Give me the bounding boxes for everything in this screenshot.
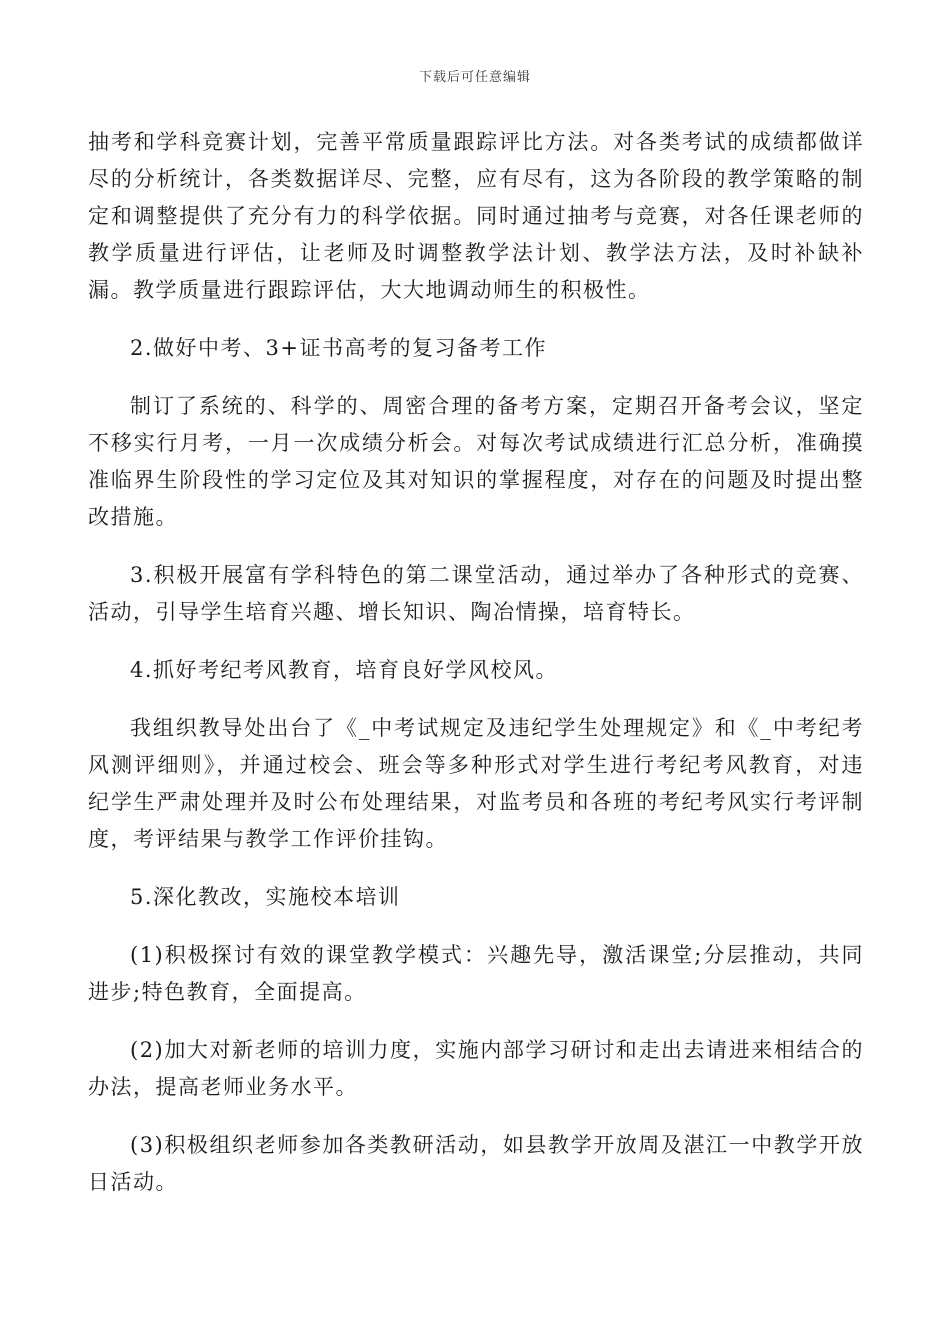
section-heading-5: 5.深化教改，实施校本培训 — [130, 885, 401, 909]
paragraph-continued: 抽考和学科竞赛计划，完善平常质量跟踪评比方法。对各类考试的成绩都做详尽的分析统计，各类数据详尽、完整，应有尽有，这为各阶段的教学策略的制定和调整提供了充分有力的科学依据。同时通过抽考与竞赛，对各任课老师的教学质量进行评估，让老师及时调整教学法计划、教学法方法，及时补缺补漏。教学质量进行跟踪评估，大大地调动师生的积极性。 — [88, 130, 864, 302]
list-item: (3)积极组织老师参加各类教研活动，如县教学开放周及湛江一中教学开放日活动。 — [88, 1133, 864, 1194]
list-item: (2)加大对新老师的培训力度，实施内部学习研讨和走出去请进来相结合的办法，提高老师业务水平。 — [88, 1038, 864, 1099]
section-heading-3: 3.积极开展富有学科特色的第二课堂活动，通过举办了各种形式的竞赛、活动，引导学生培育兴趣、增长知识、陶冶情操，培育特长。 — [88, 563, 864, 624]
paragraph: 我组织教导处出台了《_中考试规定及违纪学生处理规定》和《_中考纪考风测评细则》，并通过校会、班会等多种形式对学生进行考纪考风教育，对违纪学生严肃处理并及时公布处理结果，对监考员和各班的考纪考风实行考评制度，考评结果与教学工作评价挂钩。 — [88, 716, 864, 851]
section-heading-2: 2.做好中考、3+证书高考的复习备考工作 — [130, 336, 547, 360]
list-item: (1)积极探讨有效的课堂教学模式：兴趣先导，激活课堂;分层推动，共同进步;特色教育，全面提高。 — [88, 943, 864, 1004]
paragraph: 制订了系统的、科学的、周密合理的备考方案，定期召开备考会议，坚定不移实行月考，一月一次成绩分析会。对每次考试成绩进行汇总分析，准确摸准临界生阶段性的学习定位及其对知识的掌握程度，对存在的问题及时提出整改措施。 — [88, 394, 864, 529]
page-header: 下载后可任意编辑 — [418, 70, 531, 85]
document-body — [88, 124, 864, 1222]
section-heading-4: 4.抓好考纪考风教育，培育良好学风校风。 — [130, 658, 559, 682]
